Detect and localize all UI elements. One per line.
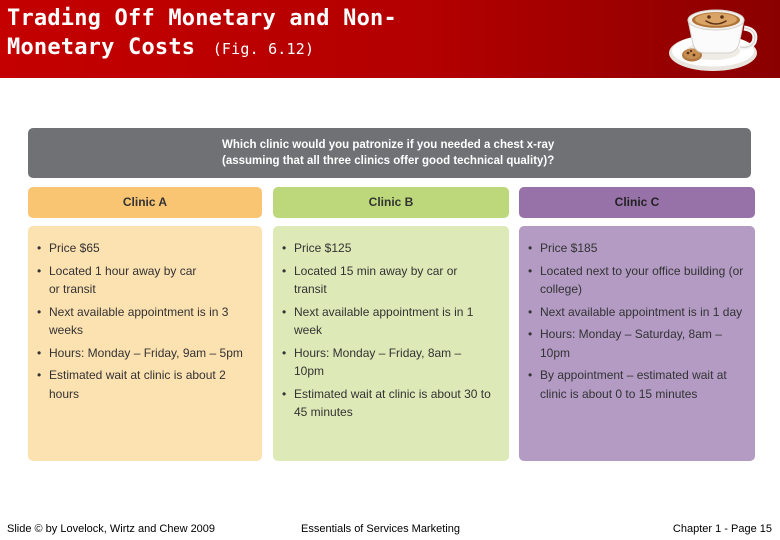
- clinic-a-header: Clinic A: [28, 187, 262, 218]
- clinic-b-hours: • Hours: Monday – Friday, 8am – 10pm: [281, 344, 464, 381]
- clinic-c-header: Clinic C: [519, 187, 755, 218]
- question-box: [28, 128, 751, 178]
- clinic-b-details: [273, 226, 509, 461]
- title-line-1: Trading Off Monetary and Non-: [7, 6, 397, 31]
- clinic-c-wait: • By appointment – estimated wait at clinic is about 0 to 15 minutes: [527, 366, 740, 403]
- figure-reference: (Fig. 6.12): [212, 40, 315, 58]
- clinic-b-location: • Located 15 min away by car or transit: [281, 262, 464, 299]
- question-line-2: (assuming that all three clinics offer good technical quality)?: [222, 155, 555, 167]
- footer-page-number: Chapter 1 - Page 15: [672, 523, 772, 535]
- clinic-a-hours: • Hours: Monday – Friday, 9am – 5pm: [36, 344, 254, 363]
- clinic-b-header: Clinic B: [273, 187, 509, 218]
- title-banner: [0, 0, 780, 78]
- clinic-a-location: • Located 1 hour away by car or transit: [36, 262, 209, 299]
- title-line-2: Monetary Costs: [7, 35, 196, 60]
- coffee-cup-icon: [664, 0, 762, 76]
- clinic-a-wait: • Estimated wait at clinic is about 2 hours: [36, 366, 249, 403]
- clinic-c-appointment: • Next available appointment is in 1 day: [527, 303, 747, 322]
- clinic-b-wait: • Estimated wait at clinic is about 30 to 45 minutes: [281, 385, 501, 422]
- slide-title: [7, 4, 397, 64]
- question-line-1: Which clinic would you patronize if you needed a chest x-ray: [222, 139, 555, 151]
- clinic-a-details: [28, 226, 262, 461]
- clinic-a-appointment: • Next available appointment is in 3 weeks: [36, 303, 254, 340]
- clinic-a-price: • Price $65: [36, 239, 254, 258]
- clinic-c-price: • Price $185: [527, 239, 747, 258]
- footer-course-title: Essentials of Services Marketing: [301, 523, 460, 535]
- clinic-b-bullet-list: [281, 239, 501, 422]
- clinic-c-location: • Located next to your office building (or college): [527, 262, 747, 299]
- footer-copyright: Slide © by Lovelock, Wirtz and Chew 2009: [7, 523, 216, 535]
- clinic-c-hours: • Hours: Monday – Saturday, 8am – 10pm: [527, 325, 725, 362]
- clinic-c-bullet-list: [527, 239, 747, 403]
- clinic-b-price: • Price $125: [281, 239, 501, 258]
- clinic-b-appointment: • Next available appointment is in 1 week: [281, 303, 501, 340]
- clinic-a-bullet-list: [36, 239, 254, 403]
- clinic-c-details: [519, 226, 755, 461]
